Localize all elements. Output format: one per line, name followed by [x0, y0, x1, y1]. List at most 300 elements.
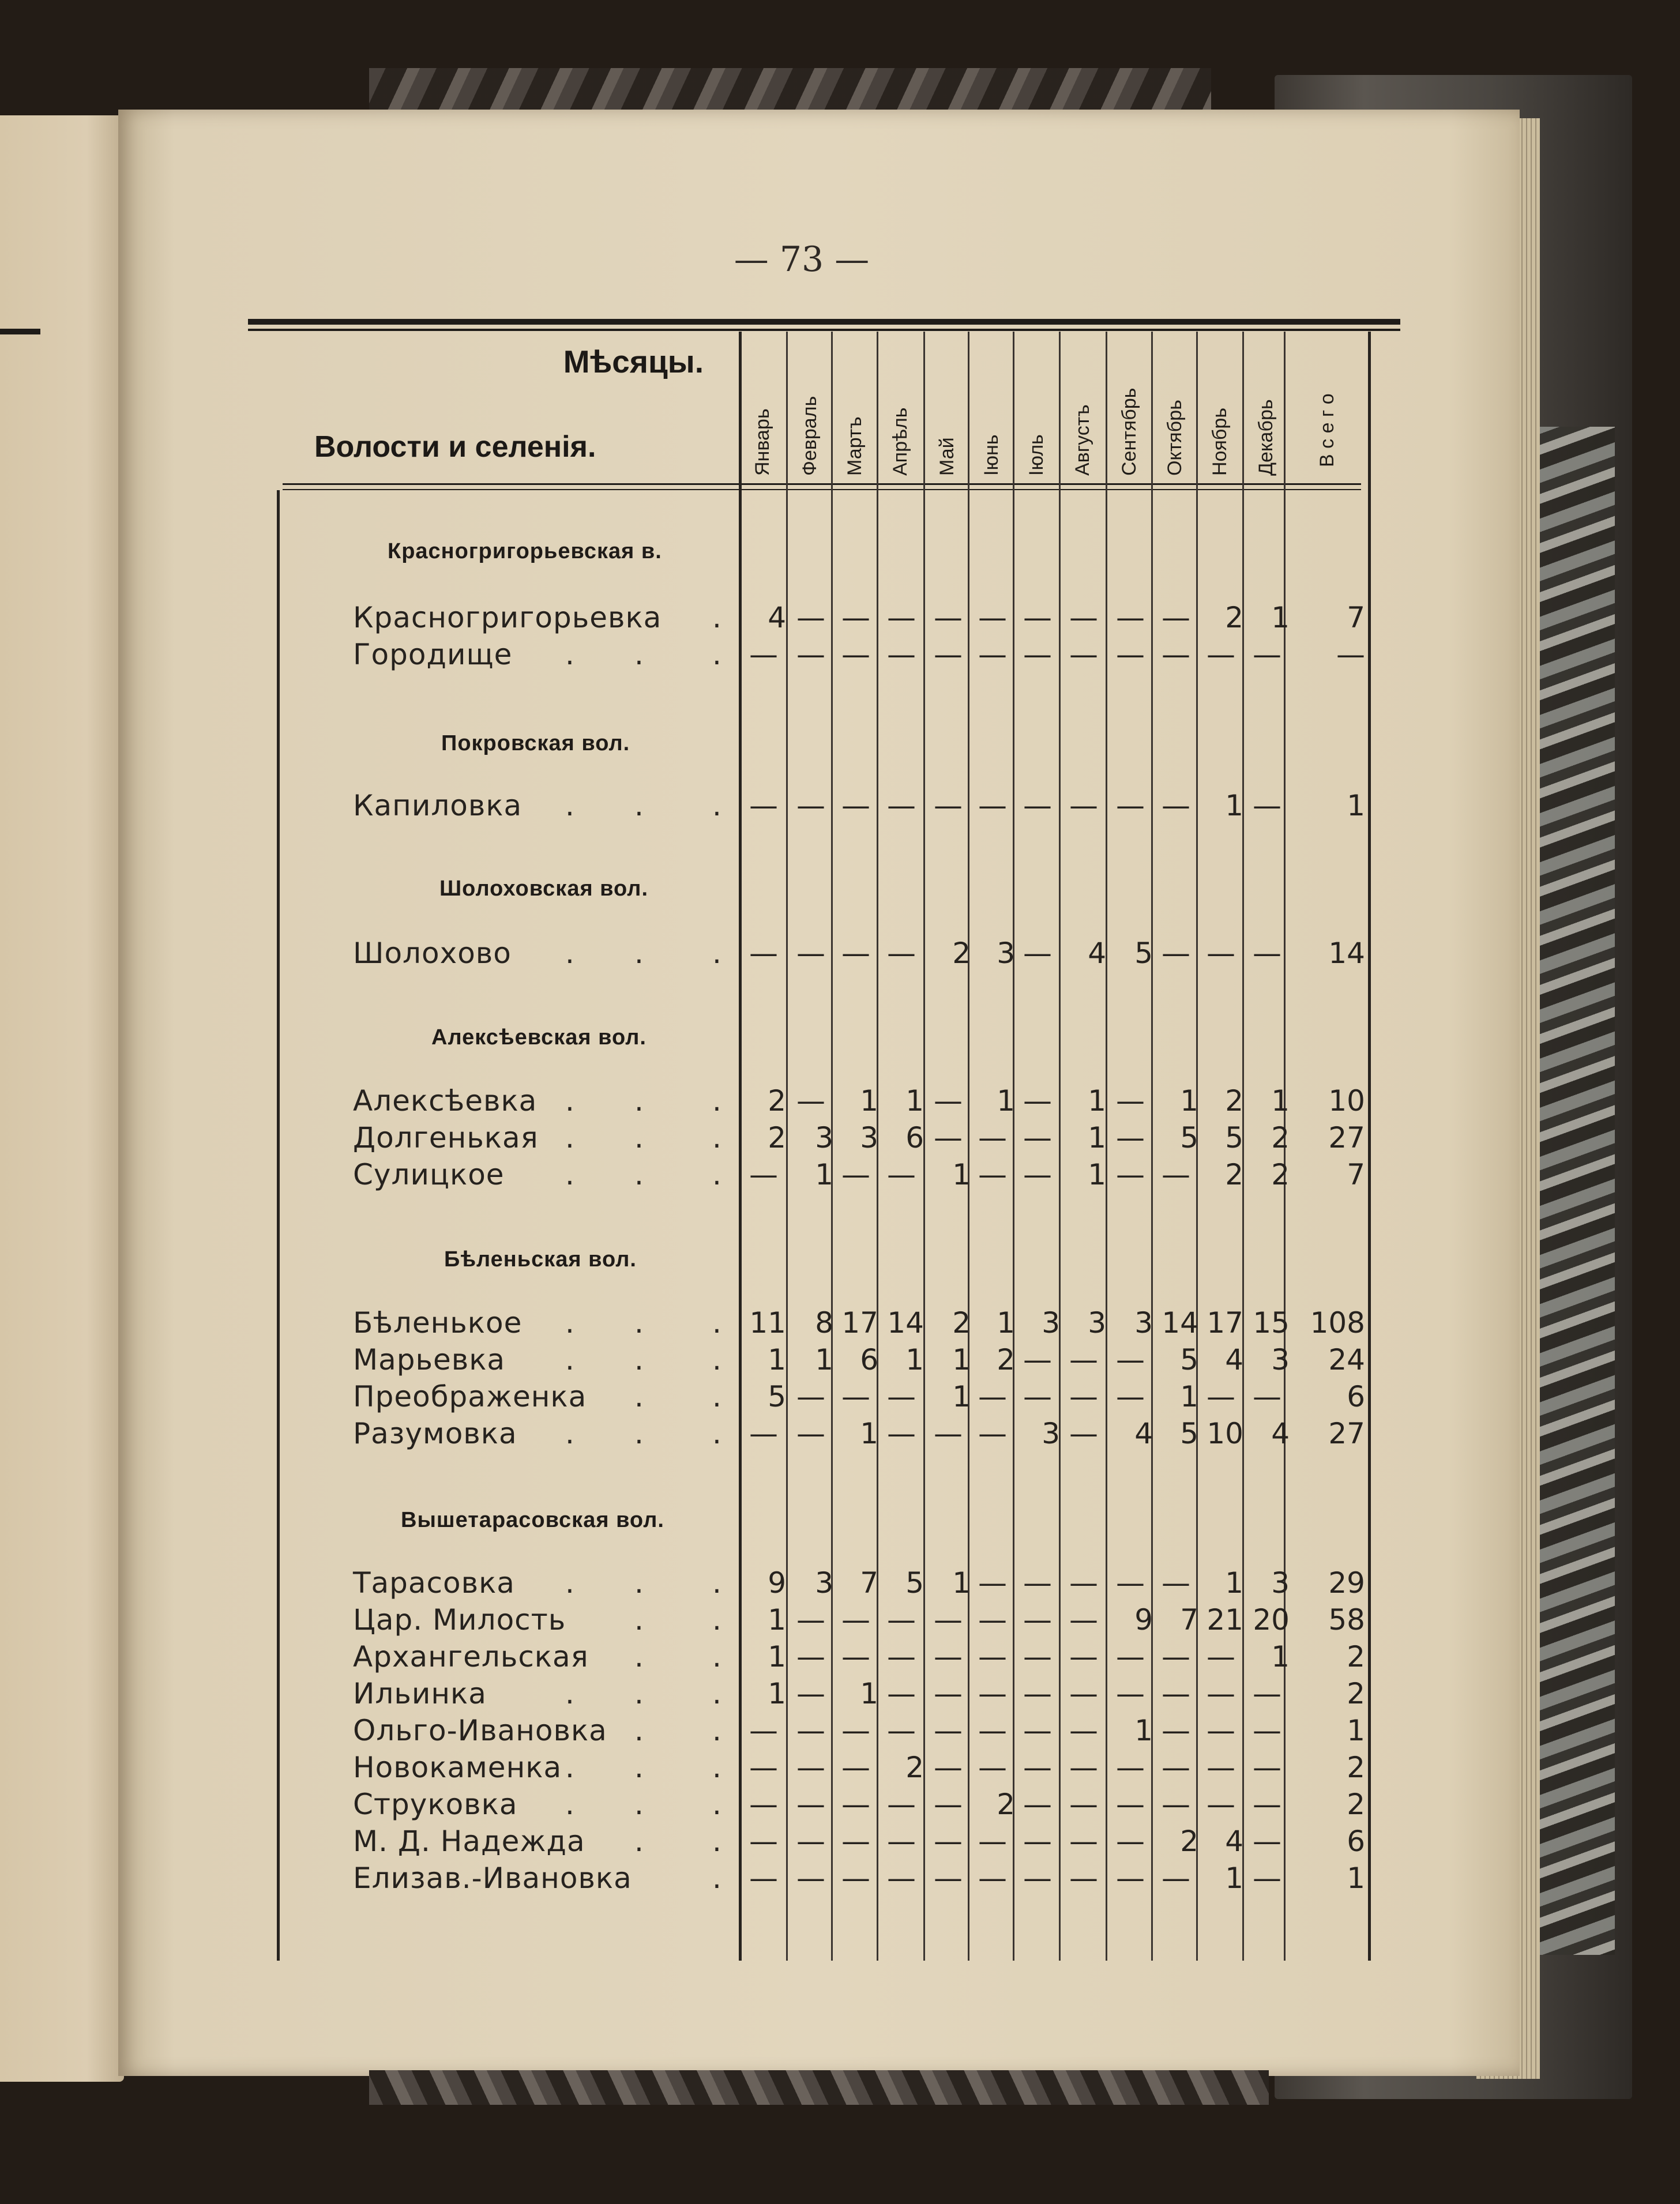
- settlement-name: Преображенка: [353, 1380, 587, 1413]
- leader-dot: .: [634, 1714, 644, 1747]
- month-value: —: [796, 1380, 825, 1413]
- row-total: 27: [1328, 1417, 1365, 1450]
- leader-dot: .: [712, 1380, 721, 1413]
- month-value: —: [934, 1751, 963, 1784]
- table-row: [0, 1861, 1384, 1897]
- leader-dot: .: [712, 601, 721, 634]
- month-value: —: [978, 789, 1007, 822]
- month-value: —: [1023, 601, 1052, 634]
- month-value: 21: [1207, 1603, 1243, 1637]
- settlement-name: Алексѣевка: [353, 1084, 538, 1118]
- month-value: —: [796, 601, 825, 634]
- row-total: 27: [1328, 1121, 1365, 1154]
- month-value: —: [796, 1640, 825, 1673]
- month-value: 4: [1088, 936, 1106, 970]
- month-value: —: [887, 789, 916, 822]
- month-value: —: [749, 936, 778, 970]
- month-value: —: [1207, 1751, 1235, 1784]
- table-row: [0, 638, 1384, 674]
- month-value: 7: [1180, 1603, 1198, 1637]
- leader-dot: .: [565, 638, 574, 671]
- month-value: 1: [997, 1306, 1015, 1340]
- month-value: —: [1116, 638, 1145, 671]
- leader-dot: .: [712, 1640, 721, 1673]
- month-value: —: [1069, 1380, 1098, 1413]
- row-total: 14: [1328, 936, 1365, 970]
- month-value: —: [1116, 1640, 1145, 1673]
- table-row: [0, 1158, 1384, 1194]
- month-value: 1: [997, 1084, 1015, 1118]
- settlement-name: Бѣленькое: [353, 1306, 523, 1340]
- leader-dot: .: [634, 1306, 644, 1340]
- month-value: 7: [860, 1566, 878, 1600]
- month-value: 17: [841, 1306, 878, 1340]
- month-value: —: [1069, 1417, 1098, 1450]
- settlement-name: Сулицкое: [353, 1158, 505, 1191]
- month-value: 2: [768, 1121, 786, 1154]
- month-header-label: Октябрь: [1164, 400, 1186, 476]
- month-value: 1: [768, 1603, 786, 1637]
- month-value: —: [978, 1417, 1007, 1450]
- month-value: —: [841, 1825, 870, 1858]
- month-value: —: [1069, 1343, 1098, 1376]
- month-header-label: Февраль: [799, 396, 821, 476]
- month-value: —: [1023, 638, 1052, 671]
- month-value: —: [978, 1825, 1007, 1858]
- month-header-label: Апрѣль: [889, 407, 911, 476]
- month-value: —: [934, 1825, 963, 1858]
- group-title: Красногригорьевская в.: [388, 539, 662, 563]
- month-value: 2: [1225, 601, 1243, 634]
- table-row: [0, 1677, 1384, 1713]
- month-value: 2: [905, 1751, 924, 1784]
- torn-cover-bottom: [369, 2070, 1269, 2105]
- month-value: —: [1023, 936, 1052, 970]
- month-value: —: [934, 1603, 963, 1637]
- month-value: 5: [1225, 1121, 1243, 1154]
- month-value: —: [749, 1825, 778, 1858]
- month-header-label: Сентябрь: [1118, 388, 1140, 476]
- month-value: —: [887, 1640, 916, 1673]
- settlement-name: Тарасовка: [353, 1566, 515, 1600]
- row-total: 7: [1347, 601, 1365, 634]
- month-value: —: [934, 601, 963, 634]
- month-value: 10: [1207, 1417, 1243, 1450]
- leader-dot: .: [712, 1417, 721, 1450]
- month-value: 4: [1134, 1417, 1153, 1450]
- month-value: —: [1162, 1158, 1190, 1191]
- leader-dot: .: [634, 1417, 644, 1450]
- page-number: — 73 —: [734, 239, 870, 280]
- month-value: —: [887, 1861, 916, 1895]
- leader-dot: .: [634, 1677, 644, 1710]
- month-value: —: [1116, 1788, 1145, 1821]
- month-value: —: [1253, 1861, 1281, 1895]
- month-value: 5: [905, 1566, 924, 1600]
- month-value: 20: [1253, 1603, 1290, 1637]
- month-header-label: Май: [936, 437, 958, 476]
- month-value: 1: [1271, 1640, 1290, 1673]
- leader-dot: .: [712, 638, 721, 671]
- month-value: —: [1253, 1788, 1281, 1821]
- month-value: —: [1023, 789, 1052, 822]
- table-row: [0, 1084, 1384, 1120]
- month-value: 1: [1225, 789, 1243, 822]
- month-value: —: [934, 1677, 963, 1710]
- leader-dot: .: [712, 1121, 721, 1154]
- month-value: —: [1253, 1714, 1281, 1747]
- table-top-rule-thin: [248, 329, 1400, 331]
- leader-dot: .: [565, 1677, 574, 1710]
- month-value: —: [796, 638, 825, 671]
- month-value: 4: [1271, 1417, 1290, 1450]
- leader-dot: .: [565, 789, 574, 822]
- month-value: —: [841, 1640, 870, 1673]
- month-value: —: [796, 1825, 825, 1858]
- row-total: 29: [1328, 1566, 1365, 1600]
- month-value: —: [978, 1751, 1007, 1784]
- table-row: [0, 1566, 1384, 1602]
- row-total: 58: [1328, 1603, 1365, 1637]
- month-value: 5: [1134, 936, 1153, 970]
- month-value: —: [749, 1158, 778, 1191]
- month-value: 3: [1134, 1306, 1153, 1340]
- leader-dot: .: [565, 1417, 574, 1450]
- month-value: —: [1023, 1603, 1052, 1637]
- month-value: —: [1023, 1158, 1052, 1191]
- row-total: 1: [1347, 1861, 1365, 1895]
- month-value: 1: [860, 1084, 878, 1118]
- table-row: [0, 601, 1384, 637]
- leader-dot: .: [634, 789, 644, 822]
- table-row: [0, 789, 1384, 825]
- month-value: —: [887, 601, 916, 634]
- month-value: —: [887, 1417, 916, 1450]
- row-total: 7: [1347, 1158, 1365, 1191]
- row-total: 1: [1347, 789, 1365, 822]
- month-value: —: [887, 1158, 916, 1191]
- month-value: 2: [952, 1306, 971, 1340]
- month-value: —: [1023, 1084, 1052, 1118]
- month-value: 5: [1180, 1343, 1198, 1376]
- month-value: —: [934, 1084, 963, 1118]
- month-value: —: [1069, 638, 1098, 671]
- month-value: —: [887, 936, 916, 970]
- month-value: 1: [815, 1158, 833, 1191]
- month-value: 1: [860, 1677, 878, 1710]
- month-value: 3: [997, 936, 1015, 970]
- month-value: 2: [1271, 1158, 1290, 1191]
- month-value: 9: [1134, 1603, 1153, 1637]
- month-value: 1: [1180, 1380, 1198, 1413]
- leader-dot: .: [712, 1306, 721, 1340]
- settlement-name: Елизав.-Ивановка: [353, 1861, 632, 1895]
- table-row: [0, 1603, 1384, 1639]
- month-value: —: [1116, 1121, 1145, 1154]
- month-value: —: [1116, 601, 1145, 634]
- month-value: —: [796, 1861, 825, 1895]
- month-value: —: [1116, 1861, 1145, 1895]
- month-value: —: [1023, 1788, 1052, 1821]
- table-row: [0, 1788, 1384, 1823]
- month-value: —: [1162, 1714, 1190, 1747]
- month-value: —: [1069, 1751, 1098, 1784]
- month-value: —: [1207, 1677, 1235, 1710]
- month-value: —: [1023, 1566, 1052, 1600]
- month-value: —: [978, 1861, 1007, 1895]
- leader-dot: .: [634, 1380, 644, 1413]
- row-total: 24: [1328, 1343, 1365, 1376]
- month-value: —: [1069, 1677, 1098, 1710]
- month-value: 1: [1134, 1714, 1153, 1747]
- month-value: 2: [1271, 1121, 1290, 1154]
- row-total: 2: [1347, 1788, 1365, 1821]
- month-value: —: [978, 1603, 1007, 1637]
- month-value: 3: [860, 1121, 878, 1154]
- month-value: —: [1162, 1640, 1190, 1673]
- month-value: —: [749, 789, 778, 822]
- month-value: 2: [768, 1084, 786, 1118]
- month-value: 1: [1088, 1121, 1106, 1154]
- month-value: 9: [768, 1566, 786, 1600]
- month-value: 14: [887, 1306, 924, 1340]
- table-row: [0, 1306, 1384, 1342]
- month-value: 3: [1042, 1306, 1060, 1340]
- header-rule-2: [283, 489, 1361, 490]
- month-value: —: [1069, 1788, 1098, 1821]
- month-value: —: [887, 1677, 916, 1710]
- month-value: —: [1069, 1825, 1098, 1858]
- group-title: Бѣленьская вол.: [444, 1247, 637, 1272]
- row-total: 108: [1310, 1306, 1365, 1340]
- settlement-name: Струковка: [353, 1788, 518, 1821]
- month-value: 4: [768, 601, 786, 634]
- month-value: —: [841, 789, 870, 822]
- month-value: 3: [1042, 1417, 1060, 1450]
- leader-dot: .: [565, 1566, 574, 1600]
- month-value: —: [796, 1677, 825, 1710]
- settlement-name: Цар. Милость: [353, 1603, 566, 1637]
- month-value: 1: [1225, 1566, 1243, 1600]
- month-value: —: [887, 1380, 916, 1413]
- month-value: —: [1069, 1640, 1098, 1673]
- month-header-label: Декабрь: [1255, 399, 1277, 476]
- month-value: —: [749, 1861, 778, 1895]
- month-value: 6: [860, 1343, 878, 1376]
- month-value: 1: [1088, 1084, 1106, 1118]
- leader-dot: .: [634, 1566, 644, 1600]
- leader-dot: .: [712, 1788, 721, 1821]
- row-total: 6: [1347, 1380, 1365, 1413]
- month-value: 2: [1180, 1825, 1198, 1858]
- month-value: —: [1023, 1380, 1052, 1413]
- month-value: —: [749, 638, 778, 671]
- month-value: 5: [1180, 1121, 1198, 1154]
- month-value: 1: [768, 1677, 786, 1710]
- leader-dot: .: [565, 936, 574, 970]
- settlement-name: Марьевка: [353, 1343, 506, 1376]
- month-value: —: [1253, 1380, 1281, 1413]
- month-value: —: [978, 1714, 1007, 1747]
- month-value: —: [1069, 601, 1098, 634]
- left-page-rule: [0, 329, 40, 334]
- month-value: 4: [1225, 1825, 1243, 1858]
- month-value: —: [841, 936, 870, 970]
- month-value: —: [749, 1417, 778, 1450]
- month-value: —: [1069, 1861, 1098, 1895]
- month-value: 1: [1180, 1084, 1198, 1118]
- month-value: —: [978, 638, 1007, 671]
- month-value: —: [1116, 1825, 1145, 1858]
- month-value: —: [841, 1603, 870, 1637]
- settlement-name: Шолохово: [353, 936, 512, 970]
- month-value: —: [934, 1861, 963, 1895]
- month-value: 6: [905, 1121, 924, 1154]
- month-header-label: Мартъ: [844, 416, 866, 476]
- month-value: 1: [815, 1343, 833, 1376]
- month-value: 2: [1225, 1084, 1243, 1118]
- month-value: 17: [1207, 1306, 1243, 1340]
- table-row: [0, 1417, 1384, 1453]
- month-value: 1: [860, 1417, 878, 1450]
- row-total: 10: [1328, 1084, 1365, 1118]
- month-value: —: [1207, 1640, 1235, 1673]
- table-row: [0, 1640, 1384, 1676]
- month-value: —: [1023, 1677, 1052, 1710]
- table-top-rule: [248, 319, 1400, 325]
- month-value: —: [796, 1714, 825, 1747]
- month-value: —: [934, 789, 963, 822]
- places-header: Волости и селенія.: [314, 430, 596, 464]
- month-value: —: [1253, 638, 1281, 671]
- group-title: Алексѣевская вол.: [431, 1025, 647, 1050]
- month-value: —: [978, 1677, 1007, 1710]
- month-value: —: [1116, 1677, 1145, 1710]
- month-value: —: [1023, 1640, 1052, 1673]
- leader-dot: .: [565, 1158, 574, 1191]
- month-value: 3: [815, 1121, 833, 1154]
- month-value: —: [1069, 789, 1098, 822]
- month-value: —: [1207, 638, 1235, 671]
- row-total: 2: [1347, 1677, 1365, 1710]
- month-value: —: [978, 1640, 1007, 1673]
- leader-dot: .: [712, 1158, 721, 1191]
- month-value: 3: [1271, 1566, 1290, 1600]
- group-title: Покровская вол.: [441, 731, 630, 755]
- leader-dot: .: [712, 1343, 721, 1376]
- month-value: —: [841, 1714, 870, 1747]
- month-value: —: [1116, 1158, 1145, 1191]
- row-total: —: [1336, 638, 1365, 671]
- leader-dot: .: [634, 1343, 644, 1376]
- month-value: 1: [1225, 1861, 1243, 1895]
- month-value: —: [1162, 1751, 1190, 1784]
- month-value: —: [1207, 1788, 1235, 1821]
- settlement-name: Капиловка: [353, 789, 523, 822]
- month-value: —: [841, 1861, 870, 1895]
- month-value: —: [796, 789, 825, 822]
- month-value: 8: [815, 1306, 833, 1340]
- settlement-name: Долгенькая: [353, 1121, 539, 1154]
- table-row: [0, 1343, 1384, 1379]
- months-header: Мѣсяцы.: [563, 344, 704, 379]
- month-header-label: Августъ: [1072, 404, 1093, 476]
- settlement-name: Городище: [353, 638, 513, 671]
- leader-dot: .: [565, 1121, 574, 1154]
- month-value: —: [841, 1158, 870, 1191]
- month-value: 5: [768, 1380, 786, 1413]
- month-value: 14: [1162, 1306, 1198, 1340]
- month-value: 3: [1088, 1306, 1106, 1340]
- month-value: —: [1116, 1084, 1145, 1118]
- month-value: 3: [815, 1566, 833, 1600]
- month-value: —: [796, 1417, 825, 1450]
- month-value: —: [796, 1751, 825, 1784]
- month-value: —: [796, 936, 825, 970]
- settlement-name: Ольго-Ивановка: [353, 1714, 607, 1747]
- leader-dot: .: [712, 936, 721, 970]
- month-value: —: [749, 1714, 778, 1747]
- settlement-name: Новокаменка: [353, 1751, 562, 1784]
- month-value: —: [1162, 638, 1190, 671]
- month-value: —: [1162, 789, 1190, 822]
- group-title: Шолоховская вол.: [439, 877, 649, 901]
- leader-dot: .: [712, 1825, 721, 1858]
- month-value: —: [796, 1084, 825, 1118]
- leader-dot: .: [634, 638, 644, 671]
- leader-dot: .: [634, 1640, 644, 1673]
- month-value: 1: [952, 1566, 971, 1600]
- leader-dot: .: [634, 1825, 644, 1858]
- month-value: —: [841, 601, 870, 634]
- month-value: 1: [1088, 1158, 1106, 1191]
- month-value: —: [978, 1121, 1007, 1154]
- month-value: 1: [952, 1380, 971, 1413]
- leader-dot: .: [712, 1084, 721, 1118]
- month-value: 5: [1180, 1417, 1198, 1450]
- month-value: —: [887, 1714, 916, 1747]
- month-value: —: [1207, 936, 1235, 970]
- month-value: 2: [997, 1788, 1015, 1821]
- settlement-name: Красногригорьевка: [353, 601, 662, 634]
- row-total: 2: [1347, 1640, 1365, 1673]
- month-value: 1: [905, 1343, 924, 1376]
- settlement-name: Разумовка: [353, 1417, 517, 1450]
- table-row: [0, 1751, 1384, 1786]
- table-row: [0, 1714, 1384, 1750]
- month-value: 2: [997, 1343, 1015, 1376]
- header-rule: [283, 483, 1361, 485]
- row-total: 1: [1347, 1714, 1365, 1747]
- settlement-name: М. Д. Надежда: [353, 1825, 585, 1858]
- month-header-label: Іюнь: [980, 434, 1002, 476]
- month-value: —: [1162, 1788, 1190, 1821]
- month-value: 3: [1271, 1343, 1290, 1376]
- month-value: —: [887, 1788, 916, 1821]
- row-total: 6: [1347, 1825, 1365, 1858]
- month-value: —: [1116, 1751, 1145, 1784]
- month-value: —: [978, 1380, 1007, 1413]
- total-header-label: В с е г о: [1316, 393, 1338, 467]
- month-value: —: [1253, 1825, 1281, 1858]
- leader-dot: .: [712, 1603, 721, 1637]
- month-value: —: [1162, 1861, 1190, 1895]
- month-value: —: [1162, 601, 1190, 634]
- month-value: —: [1023, 1861, 1052, 1895]
- leader-dot: .: [565, 1751, 574, 1784]
- leader-dot: .: [634, 1084, 644, 1118]
- month-value: —: [934, 1417, 963, 1450]
